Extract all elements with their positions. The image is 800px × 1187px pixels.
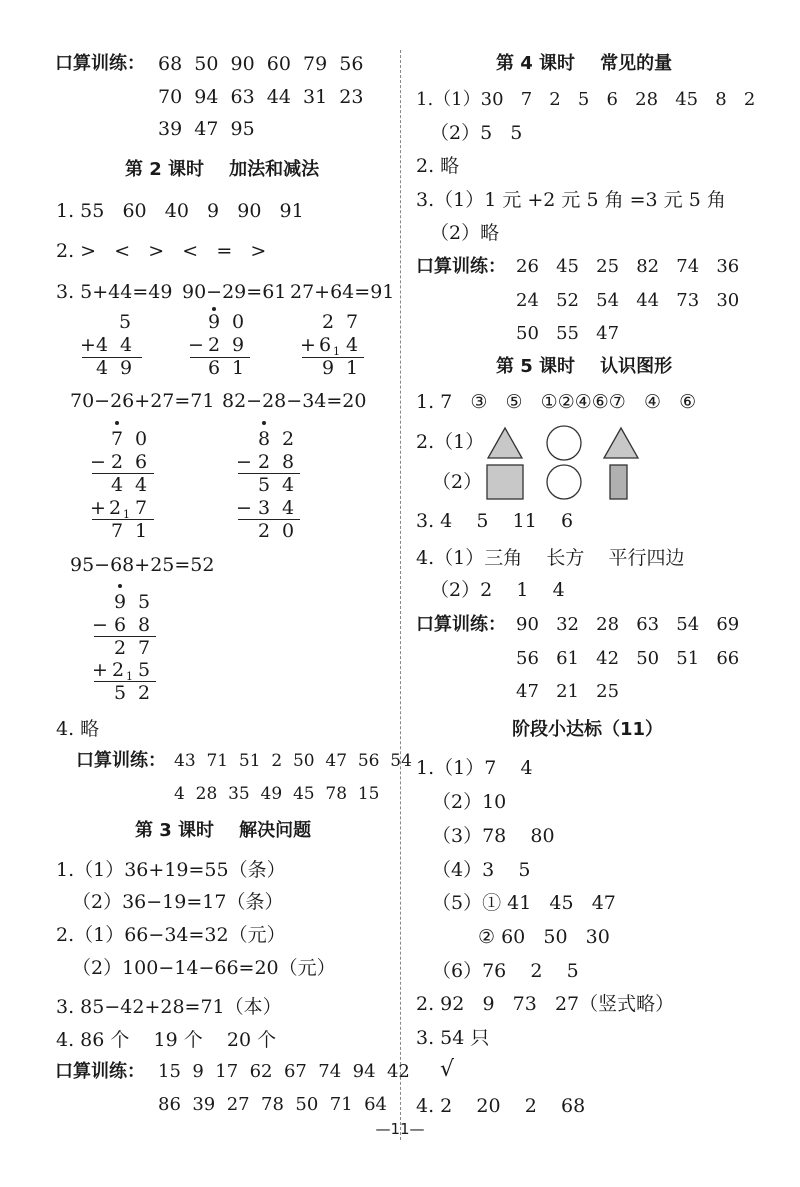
- digit: 5: [137, 591, 151, 613]
- answer-line: 3. 54 只: [416, 1027, 490, 1049]
- answer-line: （2）36−19=17（条）: [72, 891, 284, 913]
- digit: 8: [281, 451, 295, 473]
- kousuan-row: 15 9 17 62 67 74 94 42: [158, 1061, 410, 1082]
- digit: 2: [113, 637, 127, 659]
- digit: 4: [281, 474, 295, 496]
- digit: 9: [321, 357, 335, 379]
- answer-line: 3. 4 5 11 6: [416, 510, 574, 532]
- answer-line: 2. 92 9 73 27（竖式略）: [416, 993, 675, 1015]
- digit: 1: [345, 357, 359, 379]
- operator: −: [188, 334, 204, 356]
- answer-line: 3.（1）1 元 +2 元 5 角 =3 元 5 角: [416, 189, 726, 211]
- digit: 5: [257, 474, 271, 496]
- answer-line: 2.（1）66−34=32（元）: [56, 924, 286, 946]
- carry-mark: 1: [126, 670, 133, 683]
- operator: +: [92, 659, 108, 681]
- equation: 95−68+25=52: [70, 554, 215, 576]
- shape-rectangle-icon: [609, 464, 629, 500]
- borrow-dot: [115, 421, 119, 425]
- answer-line: （2）略: [430, 222, 500, 244]
- digit: 9: [207, 311, 221, 333]
- digit: 2: [321, 311, 335, 333]
- answer-line: 2. 略: [416, 155, 460, 177]
- kousuan-label: 口算训练：: [55, 1061, 145, 1082]
- shape-triangle-icon: [486, 426, 524, 460]
- answer-line: 2. > < > < = >: [56, 240, 267, 262]
- digit: 0: [281, 520, 295, 542]
- digit: 5: [118, 311, 132, 333]
- digit: 2: [111, 659, 125, 681]
- digit: 2: [110, 451, 124, 473]
- operator: +: [80, 334, 96, 356]
- kousuan-label: 口算训练：: [76, 750, 166, 771]
- shape-square-icon: [486, 464, 524, 500]
- kousuan-row: 90 32 28 63 54 69: [516, 614, 740, 635]
- kousuan-row: 86 39 27 78 50 71 64: [158, 1094, 387, 1115]
- answer-line: 3. 5+44=49: [56, 281, 173, 303]
- operator: −: [90, 451, 106, 473]
- digit: 2: [137, 682, 151, 704]
- equation: 27+64=91: [290, 281, 395, 303]
- digit: 7: [345, 311, 359, 333]
- digit: 2: [207, 334, 221, 356]
- operator: +: [300, 334, 316, 356]
- answer-line: 2.（1）: [416, 431, 485, 453]
- digit: 4: [110, 474, 124, 496]
- answer-line: （6）76 2 5: [432, 960, 579, 982]
- kousuan-row: 70 94 63 44 31 23: [158, 86, 364, 108]
- digit: 4: [345, 334, 359, 356]
- answer-line: 1. 7 ③ ⑤ ①②④⑥⑦ ④ ⑥: [416, 391, 697, 413]
- digit: 9: [119, 357, 133, 379]
- lesson-title: 第 4 课时 常见的量: [496, 53, 673, 74]
- answer-line: 1. 55 60 40 9 90 91: [56, 200, 304, 222]
- digit: 9: [113, 591, 127, 613]
- answer-line: 1.（1）30 7 2 5 6 28 45 8 2: [416, 89, 756, 110]
- digit: 4: [95, 334, 109, 356]
- answer-line: （3）78 80: [432, 825, 555, 847]
- digit: 0: [134, 428, 148, 450]
- digit: 9: [231, 334, 245, 356]
- answer-line: 4. 86 个 19 个 20 个: [56, 1029, 277, 1051]
- answer-line: （2）100−14−66=20（元）: [72, 957, 336, 979]
- equation: 90−29=61: [182, 281, 287, 303]
- kousuan-row: 4 28 35 49 45 78 15: [174, 784, 380, 804]
- answer-line: 3. 85−42+28=71（本）: [56, 996, 282, 1018]
- digit: 4: [119, 334, 133, 356]
- answer-line: （2）: [432, 471, 483, 493]
- kousuan-row: 26 45 25 82 74 36: [516, 256, 740, 277]
- kousuan-label: 口算训练：: [416, 256, 506, 277]
- borrow-dot: [118, 584, 122, 588]
- equation: 70−26+27=71: [70, 390, 215, 412]
- lesson-title: 第 2 课时 加法和减法: [125, 159, 320, 180]
- digit: 2: [257, 451, 271, 473]
- digit: 2: [257, 520, 271, 542]
- operator: −: [236, 497, 252, 519]
- shape-circle-icon: [545, 463, 583, 501]
- answer-line: 4. 略: [56, 718, 100, 740]
- digit: 1: [134, 520, 148, 542]
- digit: 4: [95, 357, 109, 379]
- kousuan-label: 口算训练：: [416, 614, 506, 635]
- lesson-title: 第 5 课时 认识图形: [496, 356, 673, 377]
- answer-line: 4. 2 20 2 68: [416, 1095, 586, 1117]
- answer-line: （2）10: [432, 791, 507, 813]
- answer-line: （2）2 1 4: [430, 579, 565, 601]
- digit: 2: [281, 428, 295, 450]
- kousuan-row: 68 50 90 60 79 56: [158, 53, 364, 75]
- digit: 5: [113, 682, 127, 704]
- digit: 7: [110, 428, 124, 450]
- digit: 5: [137, 659, 151, 681]
- digit: 6: [207, 357, 221, 379]
- answer-line: 1.（1）36+19=55（条）: [56, 859, 286, 881]
- stage-title: 阶段小达标（11）: [512, 719, 664, 740]
- answer-line: （4）3 5: [432, 859, 531, 881]
- kousuan-row: 24 52 54 44 73 30: [516, 290, 740, 311]
- carry-mark: 1: [123, 508, 130, 521]
- operator: −: [236, 451, 252, 473]
- carry-mark: 1: [333, 345, 340, 358]
- digit: 6: [318, 334, 332, 356]
- digit: 7: [134, 497, 148, 519]
- digit: 6: [113, 614, 127, 636]
- kousuan-row: 56 61 42 50 51 66: [516, 648, 740, 669]
- operator: +: [90, 497, 106, 519]
- digit: 4: [134, 474, 148, 496]
- answer-line: 4.（1）三角 长方 平行四边: [416, 547, 685, 569]
- digit: 1: [231, 357, 245, 379]
- column-divider: [400, 50, 401, 1140]
- digit: 4: [281, 497, 295, 519]
- shape-triangle-icon: [602, 426, 640, 460]
- kousuan-row: 50 55 47: [516, 323, 620, 344]
- digit: 7: [110, 520, 124, 542]
- answer-line: 1.（1）7 4: [416, 757, 533, 779]
- lesson-title: 第 3 课时 解决问题: [135, 820, 312, 841]
- kousuan-label: 口算训练：: [55, 53, 145, 74]
- digit: 8: [137, 614, 151, 636]
- operator: −: [92, 614, 108, 636]
- page-number: —11—: [375, 1120, 425, 1138]
- check-mark: √: [440, 1057, 455, 1082]
- borrow-dot: [262, 421, 266, 425]
- answer-line: （2）5 5: [430, 122, 523, 144]
- kousuan-row: 47 21 25: [516, 681, 620, 702]
- equation: 82−28−34=20: [222, 390, 367, 412]
- answer-line: ② 60 50 30: [478, 926, 610, 948]
- digit: 3: [257, 497, 271, 519]
- digit: 7: [137, 637, 151, 659]
- kousuan-row: 43 71 51 2 50 47 56 54: [174, 751, 412, 771]
- digit: 2: [108, 497, 122, 519]
- digit: 8: [257, 428, 271, 450]
- kousuan-row: 39 47 95: [158, 118, 255, 140]
- answer-line: （5）① 41 45 47: [432, 892, 616, 914]
- digit: 0: [231, 311, 245, 333]
- digit: 6: [134, 451, 148, 473]
- shape-circle-icon: [545, 424, 583, 462]
